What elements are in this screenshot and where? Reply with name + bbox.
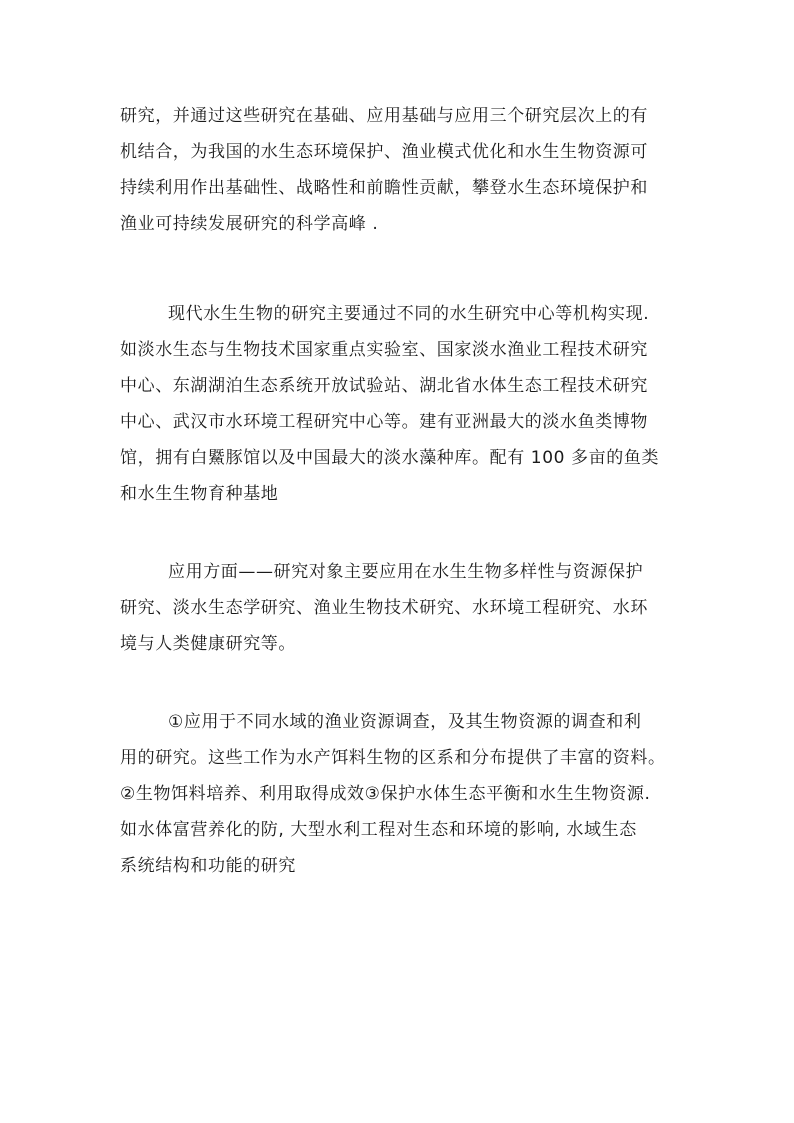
text-line: 如水体富营养化的防, 大型水利工程对生态和环境的影响, 水域生态 — [120, 820, 637, 840]
text-line: 现代水生生物的研究主要通过不同的水生研究中心等机构实现. — [168, 304, 650, 324]
text-line: 研究、淡水生态学研究、渔业生物技术研究、水环境工程研究、水环 — [120, 598, 648, 618]
text-line: 持续利用作出基础性、战略性和前瞻性贡献，攀登水生态环境保护和 — [120, 178, 648, 198]
paragraph-application-items — [120, 704, 686, 884]
paragraph-spacer — [120, 662, 686, 704]
text-line: 境与人类健康研究等。 — [120, 634, 296, 654]
text-line: ①应用于不同水域的渔业资源调查，及其生物资源的调查和利 — [168, 712, 642, 732]
paragraph-spacer — [120, 242, 686, 296]
paragraph-applications — [120, 554, 686, 662]
text-line: ②生物饵料培养、利用取得成效③保护水体生态平衡和水生生物资源. — [120, 784, 651, 804]
text-line: 用的研究。这些工作为水产饵料生物的区系和分布提供了丰富的资料。 — [120, 748, 666, 768]
text-line: 系统结构和功能的研究 — [120, 856, 296, 876]
paragraph-spacer — [120, 512, 686, 554]
text-line: 中心、东湖湖泊生态系统开放试验站、湖北省水体生态工程技术研究 — [120, 376, 648, 396]
text-line: 机结合，为我国的水生态环境保护、渔业模式优化和水生生物资源可 — [120, 142, 648, 162]
text-line: 馆，拥有白鱀豚馆以及中国最大的淡水藻种库。配有 100 多亩的鱼类 — [120, 448, 660, 468]
text-line: 中心、武汉市水环境工程研究中心等。建有亚洲最大的淡水鱼类博物 — [120, 412, 648, 432]
text-line: 应用方面——研究对象主要应用在水生生物多样性与资源保护 — [168, 562, 644, 582]
text-line: 和水生生物育种基地 — [120, 484, 279, 504]
text-line: 如淡水生态与生物技术国家重点实验室、国家淡水渔业工程技术研究 — [120, 340, 648, 360]
paragraph-research-centers — [120, 296, 686, 512]
document-body — [120, 98, 686, 884]
text-line: 渔业可持续发展研究的科学高峰 . — [120, 214, 379, 234]
paragraph-research-overview — [120, 98, 686, 242]
text-line: 研究，并通过这些研究在基础、应用基础与应用三个研究层次上的有 — [120, 106, 648, 126]
